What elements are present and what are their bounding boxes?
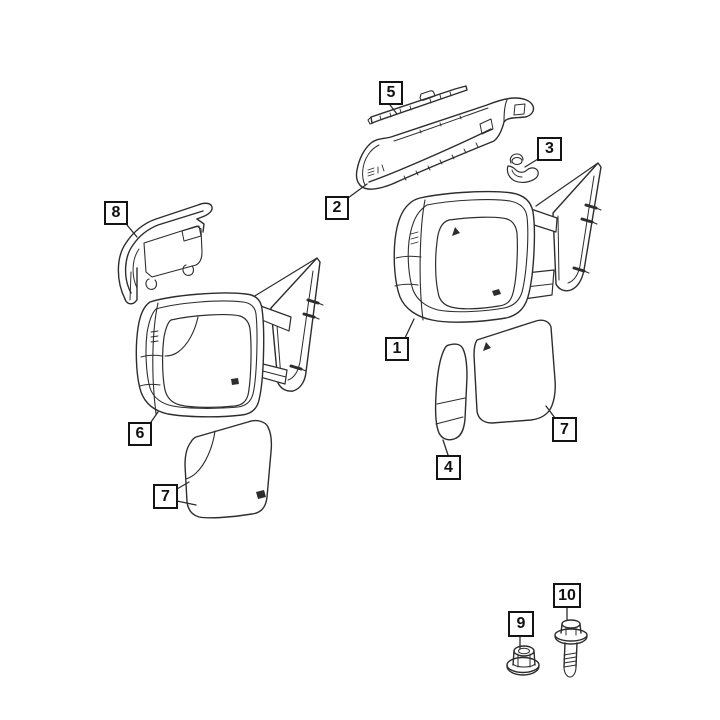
tow-mirror-assembly-left-icon (136, 258, 323, 417)
callout-8: 8 (104, 201, 128, 225)
callout-5: 5 (379, 81, 403, 105)
bolt-icon (555, 620, 587, 677)
callout-4: 4 (436, 455, 461, 480)
retainer-clip-icon (507, 154, 538, 182)
callout-6: 6 (128, 422, 152, 446)
nut-icon (507, 646, 539, 675)
callout-3: 3 (537, 137, 562, 161)
callout-2: 2 (325, 196, 349, 220)
callout-1: 1 (385, 337, 409, 361)
mirror-glass-left-icon (185, 421, 271, 518)
housing-cover-icon (356, 98, 533, 189)
callout-10: 10 (553, 583, 581, 608)
callout-9: 9 (508, 611, 534, 637)
mirror-glass-right-icon (474, 320, 555, 423)
mirror-cap-part-icon (118, 203, 212, 304)
callout-7-right: 7 (552, 417, 577, 442)
tow-mirror-assembly-right-icon (394, 163, 601, 322)
callout-7-left: 7 (153, 484, 178, 509)
spotter-glass-icon (436, 344, 467, 440)
